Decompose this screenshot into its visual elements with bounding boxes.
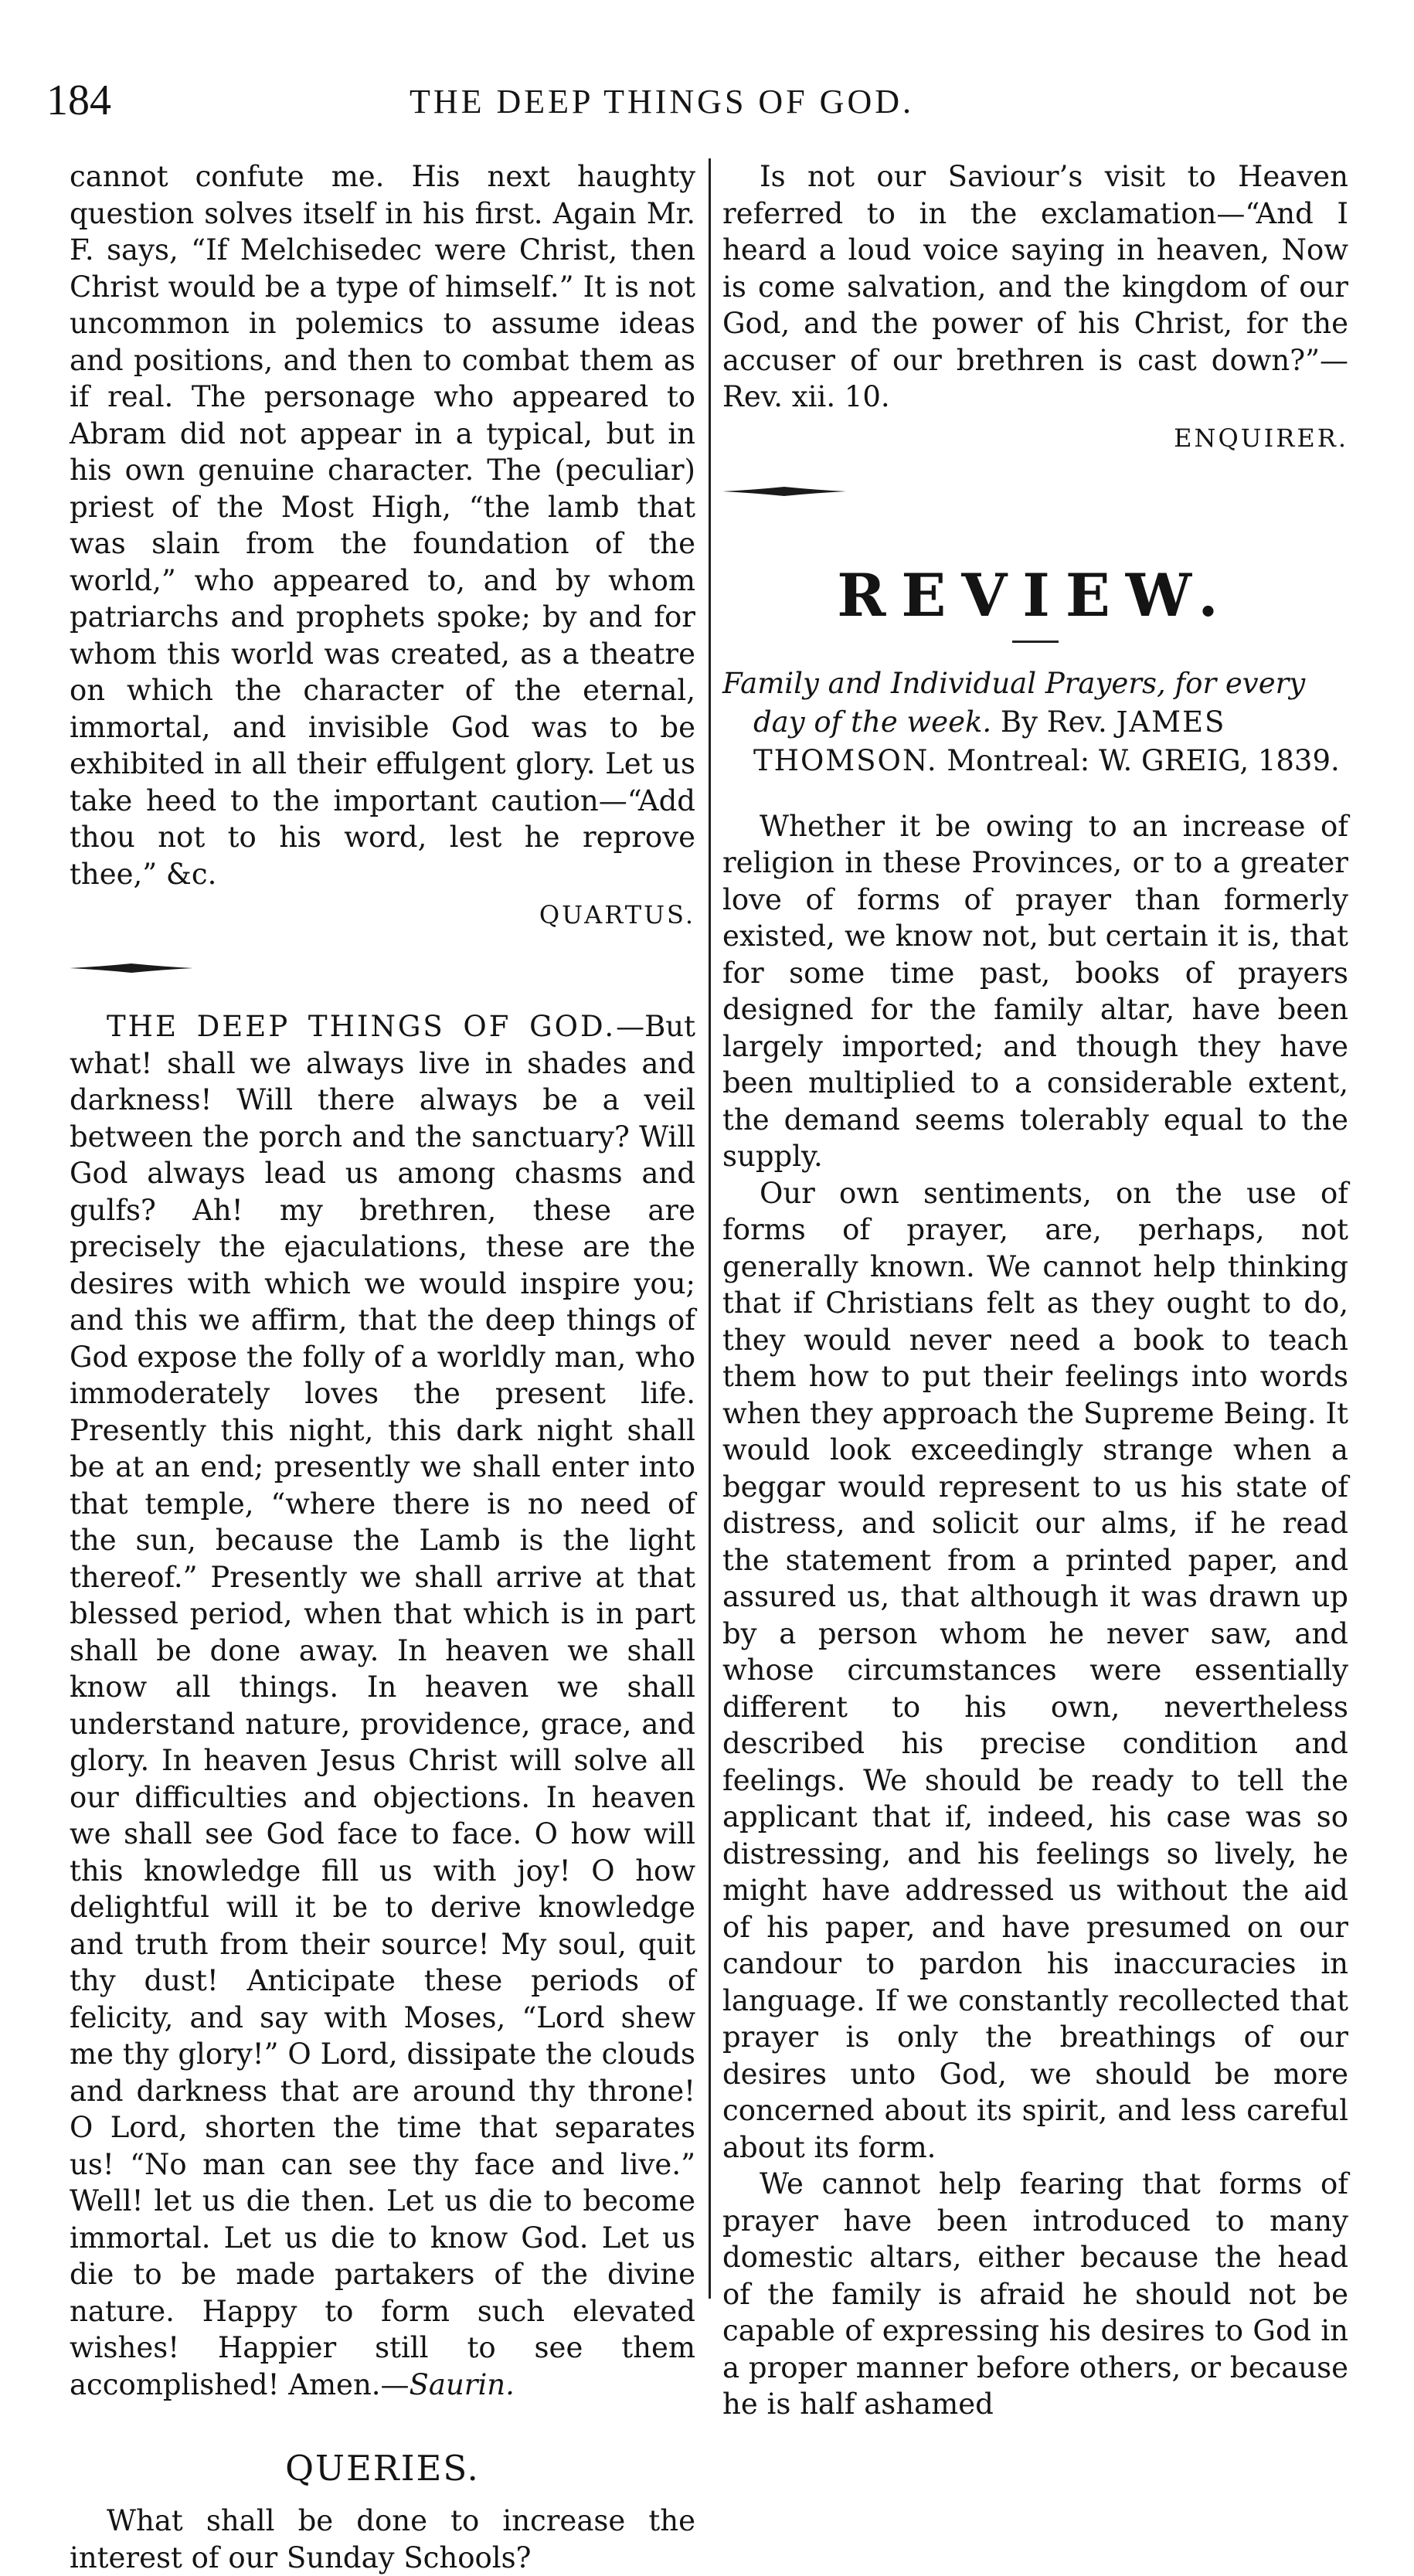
page-header (46, 76, 1329, 138)
review-heading: REVIEW. (837, 560, 1234, 630)
queries-heading: QUERIES. (285, 2448, 480, 2489)
deep-things-body: —But what! shall we always live in shades and darkness! Will there always be a veil between the porch and the sanctuary? Will God always lead us among chasms and gulfs? Ah! my brethren, these are precisely the ejaculations, these are the desires with which we would inspire you; and this we affirm, that the deep things of God expose the folly of a worldly man, who immoderately loves the present life. Presently this night, this dark night shall be at an end; presently we shall enter into that temple, “where there is no need of the sun, because the Lamb is the light thereof.” Presently we shall arrive at that blessed period, when that which is in part shall be done away. In heaven we shall know all things. In heaven we shall understand nature, providence, grace, and glory. In heaven Jesus Christ will solve all our difficulties and objections. In heaven we shall see God face to face. O how will this knowledge fill us with joy! O how delightful will it be to derive knowledge and truth from their source! My soul, quit thy dust! Anticipate these periods of felicity, and say with Moses, “Lord shew me thy glory!” O Lord, dissipate the clouds and darkness that are around thy throne! O Lord, shorten the time that separates us! “No man can see thy face and live.” Well! let us die then. Let us die to become immortal. Let us die to know God. Let us die to be made partakers of the divine nature. Happy to form such elevated wishes! Happier still to see them accomplished! Amen.— (70, 1010, 695, 2401)
quartus-letter-text: cannot confute me. His next haughty question solves itself in his first. Again Mr. F. says, “If Melchisedec were Christ, then Christ would be a type of himself.” It is not uncommon in polemics to assume ideas and positions, and then to combat them as if real. The personage who appeared to Abram did not appear in a typical, but in his own genuine character. The (peculiar) priest of the Most High, “the lamb that was slain from the foundation of the world,” who appeared to, and by whom patriarchs and prophets spoke; by and for whom this world was created, as a theatre on which the character of the eternal, immortal, and invisible God was to be exhibited in all their effulgent glory. Let us take heed to the important caution—“Add thou not to his word, lest he reprove thee,” &c. (70, 160, 695, 891)
book-author: JAMES THOMSON. (753, 705, 1226, 777)
book-by: By Rev. (1000, 705, 1107, 739)
book-publisher: Montreal: W. GREIG, 1839. (947, 743, 1340, 777)
deep-things-attribution: Saurin. (409, 2367, 515, 2401)
queries-text: What shall be done to increase the interest of our Sunday Schools? (70, 2504, 695, 2574)
page-number: 184 (46, 76, 111, 124)
signature-enquirer: ENQUIRER. (1174, 423, 1348, 453)
enquirer-letter-text: Is not our Saviour’s visit to Heaven referred to in the exclamation—“And I heard a loud voice saying in heaven, Now is come salvation, and the kingdom of our God, and the power of his Christ, for the accuser of our brethren is cast down?”—Rev. xii. 10. (722, 160, 1348, 413)
deep-things-article (70, 1008, 695, 2403)
signature-quartus: QUARTUS. (539, 900, 695, 929)
left-column (70, 158, 695, 2576)
review-paragraph-1: Whether it be owing to an increase of religion in these Provinces, or to a greater love of forms of prayer than formerly existed, we know not, but certain it is, that for some time past, books of prayers designed for the family altar, have been largely imported; and though they have been multiplied to a considerable extent, the demand seems tolerably equal to the supply. (722, 809, 1348, 1173)
book-title: Family and Individual Prayers, for every day of the week. (722, 666, 1306, 739)
column-divider (709, 158, 711, 2299)
review-paragraph-2: Our own sentiments, on the use of forms of prayer, are, perhaps, not generally known. We cannot help thinking that if Christians felt as they ought to do, they would never need a book to teach them how to put their feelings into words when they approach the Supreme Being. It would look exceedingly strange when a beggar would represent to us his state of distress, and solicit our alms, if he read the statement from a printed paper, and assured us, that although it was drawn up by a person whom he never saw, and whose circumstances were essentially different to his own, nevertheless described his precise condition and feelings. We should be ready to tell the applicant that if, indeed, his case was so distressing, and his feelings so lively, he might have addressed us without the aid of his paper, and have presumed on our candour to pardon his inaccuracies in language. If we constantly recollected that prayer is only the breathings of our desires unto God, we should be more concerned about its spirit, and less careful about its form. (722, 1176, 1348, 2164)
deep-things-lead: THE DEEP THINGS OF GOD. (107, 1010, 617, 1043)
reviewed-book-citation (722, 664, 1348, 780)
running-title: THE DEEP THINGS OF GOD. (410, 83, 914, 121)
right-column (722, 158, 1348, 2423)
review-paragraph-3: We cannot help fearing that forms of prayer have been introduced to many domestic altars, either because the head of the family is afraid he should not be capable of expressing his desires to God in a proper manner before others, or because he is half ashamed (722, 2167, 1348, 2421)
review-rule (1012, 641, 1059, 643)
ornament-divider-icon (722, 485, 846, 498)
ornament-divider-icon (70, 962, 193, 974)
